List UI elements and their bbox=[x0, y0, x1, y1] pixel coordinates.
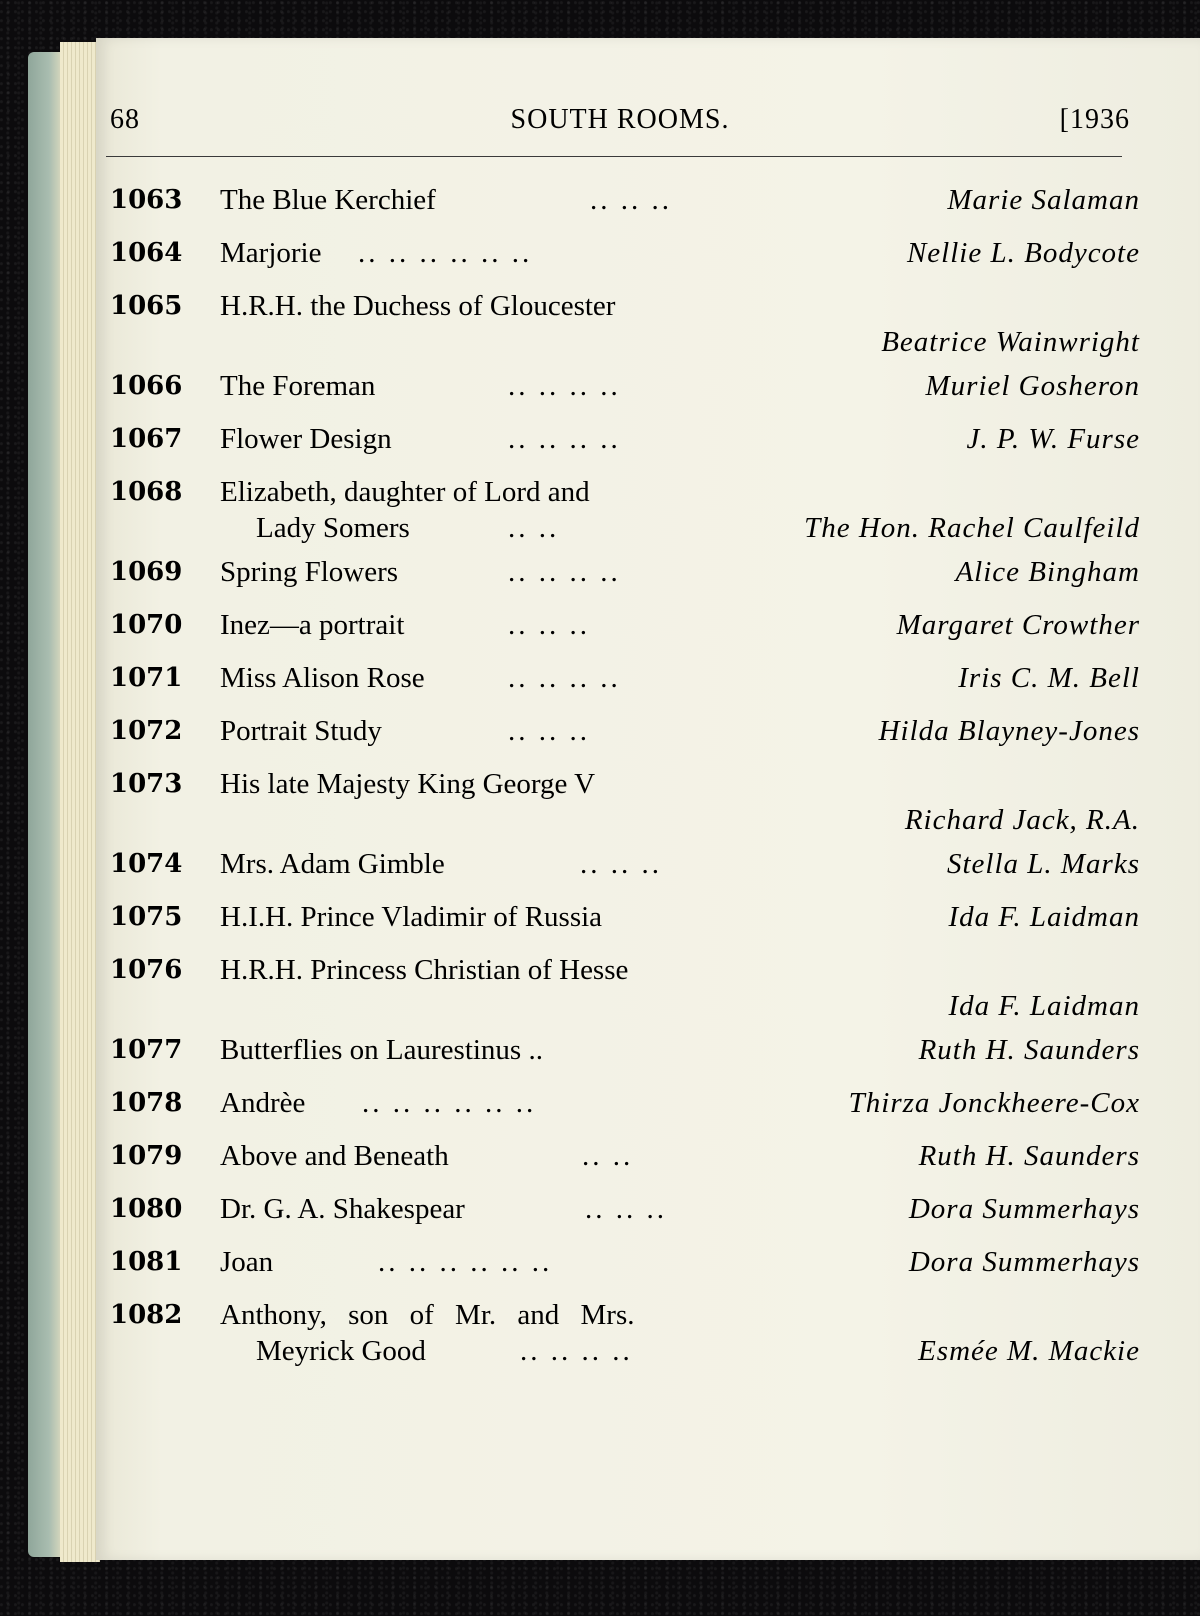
entry-artist: Ruth H. Saunders bbox=[918, 1034, 1140, 1066]
list-item bbox=[110, 660, 1140, 696]
list-item bbox=[110, 1032, 1140, 1068]
list-item bbox=[110, 1138, 1140, 1174]
entry-number: 1076 bbox=[110, 955, 183, 985]
list-item bbox=[110, 713, 1140, 749]
entry-number: 1069 bbox=[110, 557, 183, 587]
entry-number: 1070 bbox=[110, 610, 183, 640]
entry-artist: The Hon. Rachel Caulfeild bbox=[804, 512, 1140, 544]
list-item bbox=[110, 766, 1140, 838]
entry-artist: Ruth H. Saunders bbox=[918, 1140, 1140, 1172]
entry-artist: Nellie L. Bodycote bbox=[906, 237, 1140, 269]
entry-number: 1080 bbox=[110, 1194, 183, 1224]
leader-dots: .. .. .. .. .. .. bbox=[378, 1246, 553, 1278]
leader-dots: .. .. .. bbox=[585, 1193, 667, 1225]
entry-list bbox=[110, 182, 1140, 1377]
entry-number: 1066 bbox=[110, 371, 183, 401]
entry-title: H.R.H. the Duchess of Gloucester bbox=[220, 290, 616, 322]
entry-title: Joan bbox=[220, 1246, 274, 1278]
list-item bbox=[110, 899, 1140, 935]
entry-number: 1077 bbox=[110, 1035, 183, 1065]
header-rule bbox=[106, 156, 1122, 157]
entry-artist: Margaret Crowther bbox=[896, 609, 1140, 641]
entry-title: Portrait Study bbox=[220, 715, 382, 747]
entry-number: 1071 bbox=[110, 663, 183, 693]
entry-title: H.R.H. Princess Christian of Hesse bbox=[220, 954, 629, 986]
entry-artist: Hilda Blayney-Jones bbox=[878, 715, 1140, 747]
entry-title: Inez—a portrait bbox=[220, 609, 405, 641]
entry-title: Elizabeth, daughter of Lord and bbox=[220, 476, 590, 508]
entry-title: His late Majesty King George V bbox=[220, 768, 596, 800]
leader-dots: .. .. .. .. bbox=[520, 1335, 633, 1367]
entry-artist: J. P. W. Furse bbox=[966, 423, 1140, 455]
entry-artist: Alice Bingham bbox=[955, 556, 1140, 588]
list-item bbox=[110, 288, 1140, 360]
entry-artist: Marie Salaman bbox=[947, 184, 1140, 216]
entry-artist: Dora Summerhays bbox=[908, 1246, 1140, 1278]
entry-title: Mrs. Adam Gimble bbox=[220, 848, 445, 880]
leader-dots: .. .. .. bbox=[580, 848, 662, 880]
entry-number: 1079 bbox=[110, 1141, 183, 1171]
entry-number: 1072 bbox=[110, 716, 183, 746]
entry-title: Marjorie bbox=[220, 237, 322, 269]
entry-title: Anthony, son of Mr. and Mrs. bbox=[220, 1299, 635, 1331]
entry-artist: Thirza Jonckheere-Cox bbox=[848, 1087, 1140, 1119]
leader-dots: .. .. .. .. .. .. bbox=[358, 237, 533, 269]
list-item bbox=[110, 421, 1140, 457]
entry-title-continued: Meyrick Good bbox=[256, 1335, 426, 1367]
leader-dots: .. .. .. .. .. .. bbox=[362, 1087, 537, 1119]
entry-artist: Beatrice Wainwright bbox=[881, 326, 1140, 358]
list-item bbox=[110, 474, 1140, 546]
entry-title: Miss Alison Rose bbox=[220, 662, 425, 694]
list-item bbox=[110, 182, 1140, 218]
entry-number: 1065 bbox=[110, 291, 183, 321]
entry-title: Flower Design bbox=[220, 423, 392, 455]
entry-artist: Esmée M. Mackie bbox=[918, 1335, 1140, 1367]
leader-dots: .. .. bbox=[582, 1140, 634, 1172]
entry-number: 1073 bbox=[110, 769, 183, 799]
entry-artist: Muriel Gosheron bbox=[925, 370, 1140, 402]
entry-title: Dr. G. A. Shakespear bbox=[220, 1193, 465, 1225]
entry-title: The Blue Kerchief bbox=[220, 184, 436, 216]
entry-artist: Ida F. Laidman bbox=[948, 990, 1140, 1022]
list-item bbox=[110, 1297, 1140, 1369]
list-item bbox=[110, 846, 1140, 882]
year-marker: [1936 bbox=[1059, 104, 1130, 135]
leader-dots: .. .. .. bbox=[590, 184, 672, 216]
list-item bbox=[110, 554, 1140, 590]
list-item bbox=[110, 235, 1140, 271]
entry-number: 1063 bbox=[110, 185, 183, 215]
entry-number: 1074 bbox=[110, 849, 183, 879]
entry-title: The Foreman bbox=[220, 370, 376, 402]
page-header bbox=[110, 104, 1130, 148]
leader-dots: .. .. .. .. bbox=[508, 662, 621, 694]
leader-dots: .. .. bbox=[508, 512, 560, 544]
list-item bbox=[110, 368, 1140, 404]
entry-number: 1075 bbox=[110, 902, 183, 932]
entry-artist: Richard Jack, R.A. bbox=[904, 804, 1140, 836]
list-item bbox=[110, 607, 1140, 643]
entry-title: H.I.H. Prince Vladimir of Russia bbox=[220, 901, 603, 933]
entry-number: 1064 bbox=[110, 238, 183, 268]
section-title: SOUTH ROOMS. bbox=[510, 104, 730, 135]
leader-dots: .. .. .. .. bbox=[508, 370, 621, 402]
entry-number: 1081 bbox=[110, 1247, 183, 1277]
entry-title: Spring Flowers bbox=[220, 556, 399, 588]
leader-dots: .. .. .. bbox=[508, 715, 590, 747]
entry-artist: Dora Summerhays bbox=[908, 1193, 1140, 1225]
list-item bbox=[110, 1085, 1140, 1121]
entry-number: 1082 bbox=[110, 1300, 183, 1330]
list-item bbox=[110, 1191, 1140, 1227]
leader-dots: .. .. .. .. bbox=[508, 556, 621, 588]
page-stack-edge bbox=[60, 42, 100, 1562]
leader-dots: .. .. .. .. bbox=[508, 423, 621, 455]
entry-artist: Ida F. Laidman bbox=[948, 901, 1140, 933]
page-number: 68 bbox=[110, 104, 140, 135]
entry-number: 1067 bbox=[110, 424, 183, 454]
entry-title: Above and Beneath bbox=[220, 1140, 449, 1172]
entry-title: Butterflies on Laurestinus .. bbox=[220, 1034, 543, 1066]
leader-dots: .. .. .. bbox=[508, 609, 590, 641]
entry-artist: Iris C. M. Bell bbox=[958, 662, 1140, 694]
list-item bbox=[110, 1244, 1140, 1280]
entry-number: 1078 bbox=[110, 1088, 183, 1118]
entry-artist: Stella L. Marks bbox=[946, 848, 1140, 880]
list-item bbox=[110, 952, 1140, 1024]
entry-number: 1068 bbox=[110, 477, 183, 507]
entry-title-continued: Lady Somers bbox=[256, 512, 410, 544]
entry-title: Andrèe bbox=[220, 1087, 306, 1119]
